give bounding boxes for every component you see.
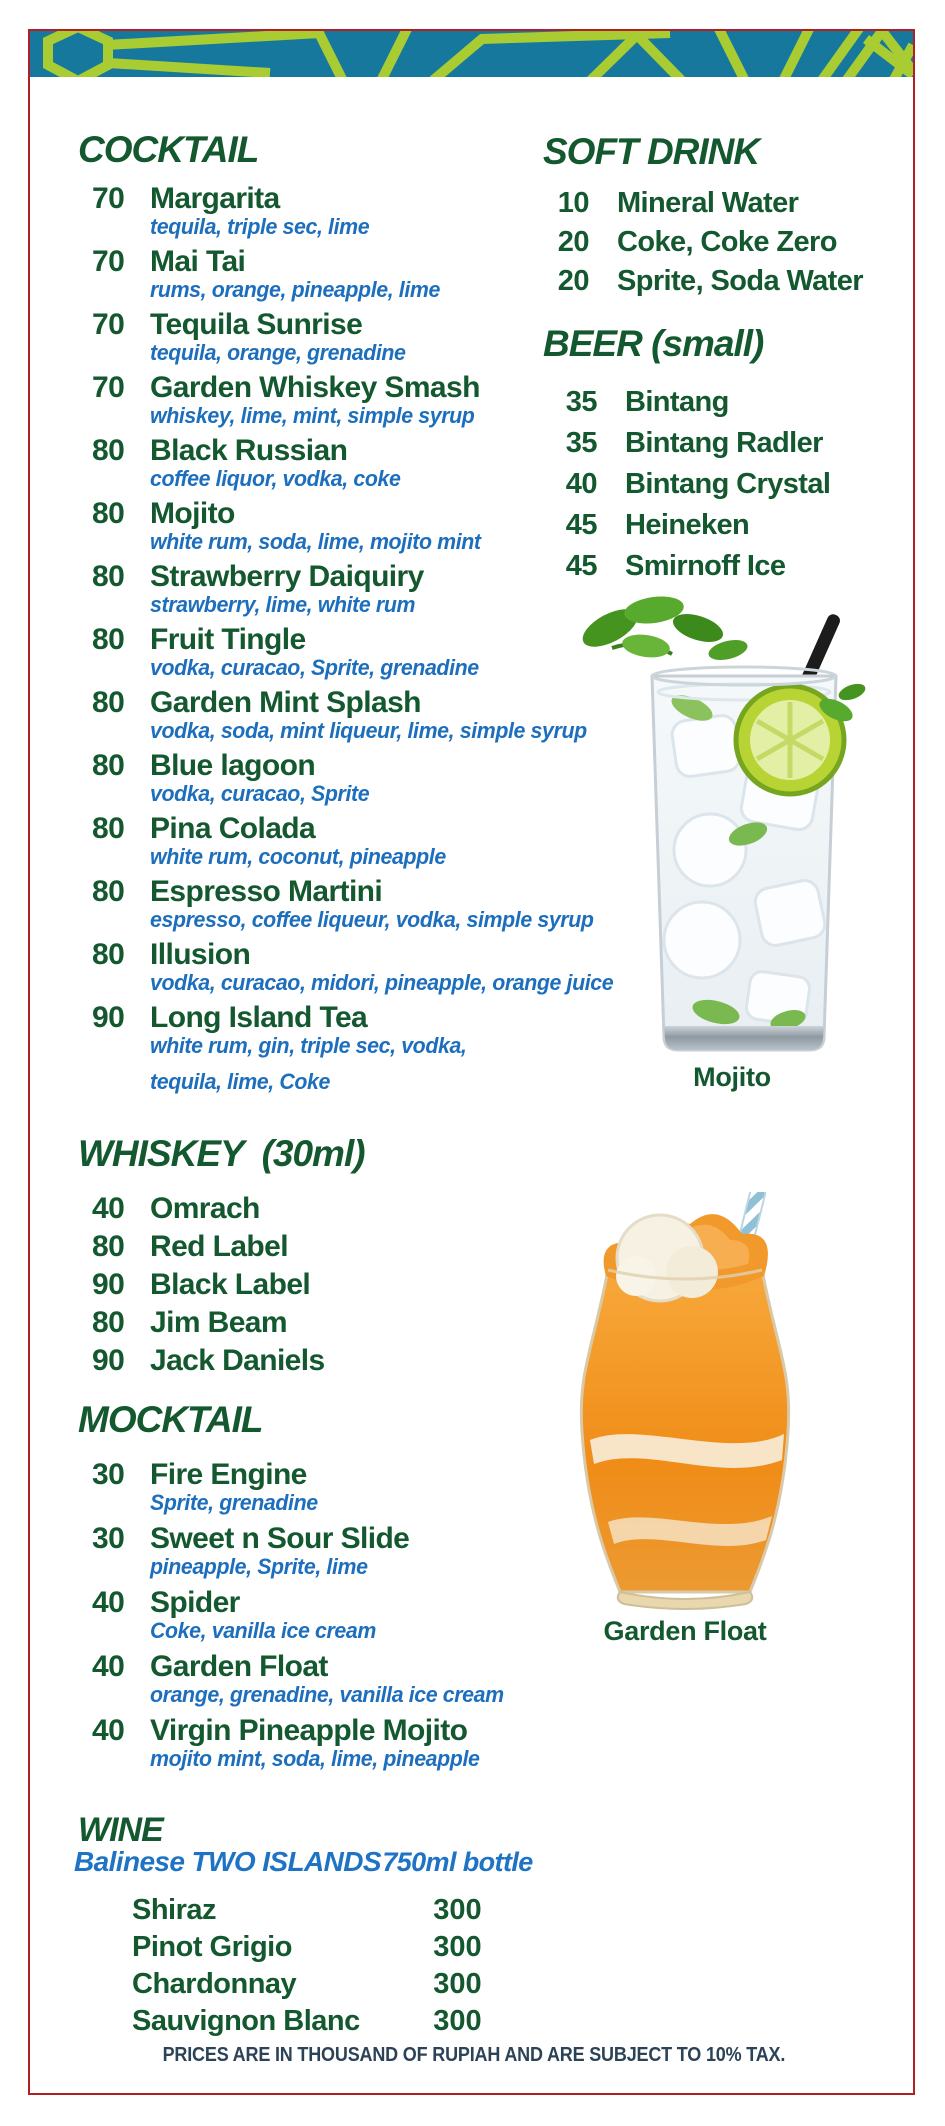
item-price: 45	[565, 550, 597, 582]
cocktail-heading: COCKTAIL	[78, 129, 259, 170]
item-name: Sweet n Sour Slide	[150, 1522, 410, 1555]
item-text-block	[150, 1228, 288, 1266]
wine-price: 300	[433, 1931, 482, 1963]
item-ingredients: vodka, curacao, midori, pineapple, orange juice	[150, 970, 614, 995]
garden-float-photo	[550, 1192, 820, 1622]
item-name: Fire Engine	[150, 1458, 307, 1491]
item-text-block	[150, 1266, 310, 1304]
item-price: 20	[557, 265, 589, 297]
item-name: Jim Beam	[150, 1306, 287, 1339]
item-ingredients: mojito mint, soda, lime, pineapple	[150, 1746, 480, 1771]
item-text-block	[625, 465, 830, 503]
item-text-block	[150, 1522, 409, 1578]
item-name: Heineken	[625, 509, 750, 541]
item-name: Smirnoff Ice	[625, 550, 786, 582]
item-ingredients: espresso, coffee liqueur, vodka, simple syrup	[150, 907, 594, 932]
wine-list	[78, 1892, 598, 2040]
menu-item-row	[78, 182, 578, 238]
item-ingredients: tequila, orange, grenadine	[150, 340, 406, 365]
item-price: 40	[565, 468, 597, 500]
item-price: 40	[92, 1192, 125, 1225]
wine-heading: WINE	[78, 1811, 163, 1849]
item-text-block	[150, 1001, 476, 1093]
section-beer	[543, 324, 923, 588]
item-price: 80	[92, 749, 125, 782]
item-ingredients: strawberry, lime, white rum	[150, 592, 416, 617]
item-name: Garden Float	[150, 1650, 328, 1683]
item-name: Garden Mint Splash	[150, 686, 421, 719]
item-name: Pina Colada	[150, 812, 316, 845]
section-mocktail	[78, 1400, 578, 1778]
item-name: Mineral Water	[617, 187, 799, 219]
item-price: 35	[565, 427, 597, 459]
menu-item-row	[78, 686, 587, 743]
footer-note-text: PRICES ARE IN THOUSAND OF RUPIAH AND ARE SUBJECT TO 10% TAX.	[162, 2044, 785, 2066]
item-price: 90	[92, 1001, 125, 1034]
item-name: Bintang Radler	[625, 427, 823, 459]
soft-drink-list	[543, 184, 923, 300]
item-ingredients: white rum, soda, lime, mojito mint	[150, 529, 481, 554]
item-name: Jack Daniels	[150, 1344, 325, 1377]
item-name: Omrach	[150, 1192, 260, 1225]
item-price: 40	[92, 1586, 125, 1619]
item-name: Bintang Crystal	[625, 468, 831, 500]
item-ingredients: white rum, coconut, pineapple	[150, 844, 446, 869]
wine-name: Chardonnay	[132, 1968, 297, 2000]
menu-item-row	[543, 465, 923, 503]
item-ingredients: Coke, vanilla ice cream	[150, 1618, 376, 1643]
menu-item-row	[78, 245, 578, 301]
item-name: Espresso Martini	[150, 875, 383, 908]
item-ingredients: white rum, gin, triple sec, vodka,	[150, 1033, 467, 1058]
menu-item-row	[78, 497, 578, 553]
item-text-block	[625, 424, 823, 462]
item-price: 80	[92, 938, 125, 971]
item-text-block	[150, 686, 600, 742]
beer-heading: BEER (small)	[543, 323, 764, 364]
item-name: Mojito	[150, 497, 235, 530]
item-name: Coke, Coke Zero	[617, 226, 837, 258]
item-text-block	[150, 497, 491, 553]
item-price: 45	[565, 509, 597, 541]
whiskey-heading: WHISKEY (30ml)	[78, 1133, 365, 1174]
wine-item-row	[78, 1966, 598, 2003]
item-name: Spider	[150, 1586, 240, 1619]
item-price: 30	[92, 1458, 125, 1491]
item-price: 70	[92, 245, 125, 278]
item-text-block	[150, 1650, 515, 1706]
menu-item-row	[543, 424, 923, 462]
item-price: 35	[565, 386, 597, 418]
item-ingredients: orange, grenadine, vanilla ice cream	[150, 1682, 504, 1707]
menu-item-row	[78, 1650, 578, 1706]
menu-item-row	[78, 1342, 578, 1380]
item-name: Strawberry Daiquiry	[150, 560, 424, 593]
whiskey-list	[78, 1190, 578, 1380]
menu-item-row	[78, 1458, 578, 1514]
item-text-block	[150, 1342, 325, 1380]
item-price: 80	[92, 812, 125, 845]
menu-item-row	[543, 383, 923, 421]
item-text-block	[150, 749, 376, 805]
mojito-caption: Mojito	[693, 1062, 771, 1092]
menu-item-row	[78, 875, 594, 932]
menu-item-row	[543, 547, 923, 585]
item-text-block	[617, 262, 863, 300]
item-text-block	[625, 383, 729, 421]
item-ingredients: vodka, curacao, Sprite	[150, 781, 370, 806]
menu-item-row	[543, 223, 923, 261]
item-text-block	[150, 1458, 323, 1514]
menu-item-row	[543, 262, 923, 300]
item-name: Long Island Tea	[150, 1001, 368, 1034]
item-ingredients: rums, orange, pineapple, lime	[150, 277, 440, 302]
item-ingredients: vodka, curacao, Sprite, grenadine	[150, 655, 479, 680]
garden-float-caption: Garden Float	[603, 1616, 767, 1646]
item-price: 70	[92, 308, 125, 341]
section-soft-drink	[543, 132, 923, 301]
item-text-block	[150, 1714, 490, 1770]
item-price: 40	[92, 1650, 125, 1683]
item-text-block	[150, 182, 376, 238]
item-name: Black Russian	[150, 434, 348, 467]
menu-item-row	[78, 938, 614, 995]
item-text-block	[150, 623, 489, 679]
item-text-block	[150, 812, 455, 868]
item-ingredients-line2: tequila, lime, Coke	[150, 1069, 331, 1094]
item-price: 80	[92, 434, 125, 467]
menu-item-row	[78, 1001, 578, 1093]
item-price: 80	[92, 686, 125, 719]
item-price: 80	[92, 1230, 125, 1263]
menu-item-row	[543, 184, 923, 222]
menu-item-row	[78, 308, 578, 364]
menu-item-row	[78, 1714, 578, 1770]
item-text-block	[617, 184, 798, 222]
soft-drink-heading: SOFT DRINK	[543, 131, 760, 172]
item-ingredients: pineapple, Sprite, lime	[150, 1554, 368, 1579]
item-price: 90	[92, 1344, 125, 1377]
item-name: Blue lagoon	[150, 749, 316, 782]
item-price: 80	[92, 497, 125, 530]
item-text-block	[150, 434, 408, 490]
item-name: Mai Tai	[150, 245, 246, 278]
item-text-block	[625, 547, 785, 585]
item-price: 80	[92, 623, 125, 656]
wine-subtitle: Balinese TWO ISLANDS	[74, 1846, 381, 1877]
menu-item-row	[78, 434, 578, 490]
wine-price: 300	[433, 1968, 482, 2000]
item-name: Fruit Tingle	[150, 623, 306, 656]
menu-item-row	[78, 1266, 578, 1304]
item-price: 70	[92, 371, 125, 404]
item-price: 70	[92, 182, 125, 215]
mojito-photo	[552, 588, 912, 1068]
wine-item-row	[78, 2003, 598, 2040]
header-pattern-graphic	[30, 31, 913, 77]
item-name: Sprite, Soda Water	[617, 265, 863, 297]
item-text-block	[150, 560, 424, 616]
item-text-block	[150, 1586, 383, 1642]
item-name: Virgin Pineapple Mojito	[150, 1714, 468, 1747]
item-text-block	[150, 371, 484, 427]
item-text-block	[150, 308, 413, 364]
beer-list	[543, 383, 923, 585]
item-text-block	[150, 245, 449, 301]
item-ingredients: whiskey, lime, mint, simple syrup	[150, 403, 475, 428]
item-ingredients: coffee liquor, vodka, coke	[150, 466, 401, 491]
menu-item-row	[78, 1190, 578, 1228]
item-price: 80	[92, 1306, 125, 1339]
item-name: Illusion	[150, 938, 251, 971]
item-ingredients: tequila, triple sec, lime	[150, 214, 370, 239]
footer-note	[30, 2044, 917, 2067]
item-text-block	[150, 938, 628, 994]
header-pattern	[30, 31, 913, 77]
wine-name: Pinot Grigio	[132, 1931, 292, 1963]
item-price: 30	[92, 1522, 125, 1555]
item-price: 20	[557, 226, 589, 258]
section-whiskey	[78, 1134, 578, 1380]
wine-size-label: 750ml bottle	[382, 1847, 533, 1877]
item-price: 90	[92, 1268, 125, 1301]
menu-item-row	[78, 623, 578, 679]
menu-item-row	[78, 1586, 578, 1642]
menu-item-row	[78, 812, 578, 868]
wine-price: 300	[433, 2005, 482, 2037]
item-text-block	[150, 1190, 260, 1228]
item-name: Bintang	[625, 386, 729, 418]
menu-item-row	[78, 1304, 578, 1342]
item-text-block	[625, 506, 749, 544]
item-name: Red Label	[150, 1230, 288, 1263]
menu-item-row	[78, 1228, 578, 1266]
menu-item-row	[78, 371, 578, 427]
menu-item-row	[78, 560, 578, 616]
item-price: 10	[557, 187, 589, 219]
wine-item-row	[78, 1929, 598, 1966]
item-name: Garden Whiskey Smash	[150, 371, 480, 404]
item-text-block	[150, 1304, 287, 1342]
section-wine	[74, 1811, 598, 2040]
item-text-block	[150, 875, 607, 931]
wine-name: Sauvignon Blanc	[132, 2005, 360, 2037]
item-ingredients: Sprite, grenadine	[150, 1490, 318, 1515]
mocktail-heading: MOCKTAIL	[78, 1399, 263, 1440]
item-text-block	[617, 223, 837, 261]
menu-item-row	[543, 506, 923, 544]
wine-item-row	[78, 1892, 598, 1929]
wine-subheader-row	[74, 1846, 598, 1878]
item-ingredients: vodka, soda, mint liqueur, lime, simple syrup	[150, 718, 587, 743]
mocktail-list	[78, 1458, 578, 1770]
item-name: Margarita	[150, 182, 280, 215]
menu-item-row	[78, 749, 578, 805]
item-price: 80	[92, 560, 125, 593]
menu-item-row	[78, 1522, 578, 1578]
wine-price: 300	[433, 1894, 482, 1926]
item-price: 40	[92, 1714, 125, 1747]
item-price: 80	[92, 875, 125, 908]
item-name: Black Label	[150, 1268, 311, 1301]
wine-name: Shiraz	[132, 1894, 217, 1926]
item-name: Tequila Sunrise	[150, 308, 363, 341]
